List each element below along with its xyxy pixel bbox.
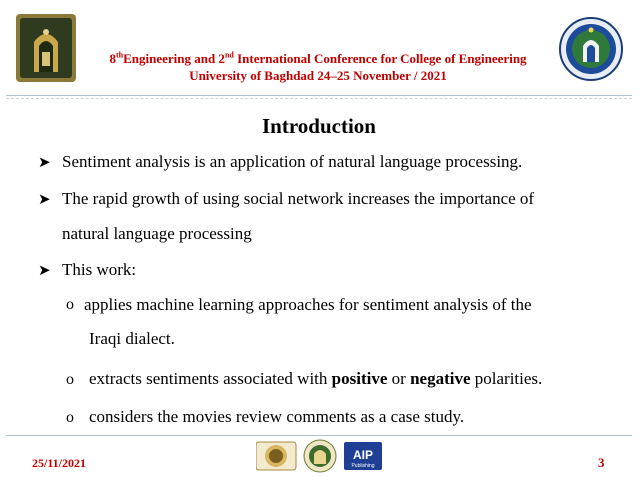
conference-line2: University of Baghdad 24–25 November / 2021 [189, 68, 447, 83]
footer-logo-college [304, 440, 336, 472]
negative-emphasis: negative [410, 369, 471, 388]
aip-logo-text: AIP [352, 448, 374, 462]
slide-title: Introduction [262, 114, 376, 138]
sub-bullet-3-text: considers the movies review comments as a case study. [89, 407, 465, 426]
page-number: 3 [598, 455, 605, 470]
conference-ordinal: th [115, 50, 124, 60]
footer-rule [6, 435, 632, 436]
bullet-3-text: This work: [62, 260, 137, 279]
arrowhead-bullet-icon: ➤ [38, 192, 51, 208]
sub-bullet-2-or: or [387, 369, 411, 388]
bullet-2-text: The rapid growth of using social network increases the importance of [62, 189, 535, 208]
header-rule [6, 95, 632, 96]
college-logo-right [558, 16, 624, 82]
conference-line1 [80, 50, 556, 67]
aip-publishing-logo [344, 442, 382, 470]
arrowhead-bullet-icon: ➤ [38, 263, 51, 279]
circle-bullet-icon: o [66, 409, 74, 426]
sub-bullet-1-text: applies machine learning approaches for sentiment analysis of the [84, 295, 532, 314]
conference-number: 8 [109, 51, 116, 66]
header-rule-dashed [6, 98, 632, 99]
footer-logo-strip [256, 438, 384, 474]
conference-text-suffix: International Conference for College of Engineering [233, 51, 527, 66]
conference-text-mid: Engineering and 2 [123, 51, 225, 66]
footer-logo-university [256, 442, 296, 470]
positive-emphasis: positive [331, 369, 388, 388]
circle-bullet-icon: o [66, 371, 74, 388]
arrowhead-bullet-icon: ➤ [38, 155, 51, 171]
conference-header [80, 50, 556, 84]
aip-logo-subtext: Publishing [351, 463, 375, 469]
sub-bullet-2-suffix: polarities. [470, 369, 543, 388]
bullet-2-continuation: natural language processing [62, 224, 252, 243]
sub-bullet-1-continuation: Iraqi dialect. [89, 329, 175, 348]
conference-ordinal-2: nd [224, 50, 234, 60]
slide-date: 25/11/2021 [32, 456, 87, 470]
circle-bullet-icon: o [66, 296, 74, 313]
sub-bullet-2-text [89, 369, 542, 389]
bullet-1-text: Sentiment analysis is an application of natural language processing. [62, 152, 523, 171]
sub-bullet-2-prefix: extracts sentiments associated with [89, 369, 332, 388]
university-logo-left [14, 12, 78, 84]
